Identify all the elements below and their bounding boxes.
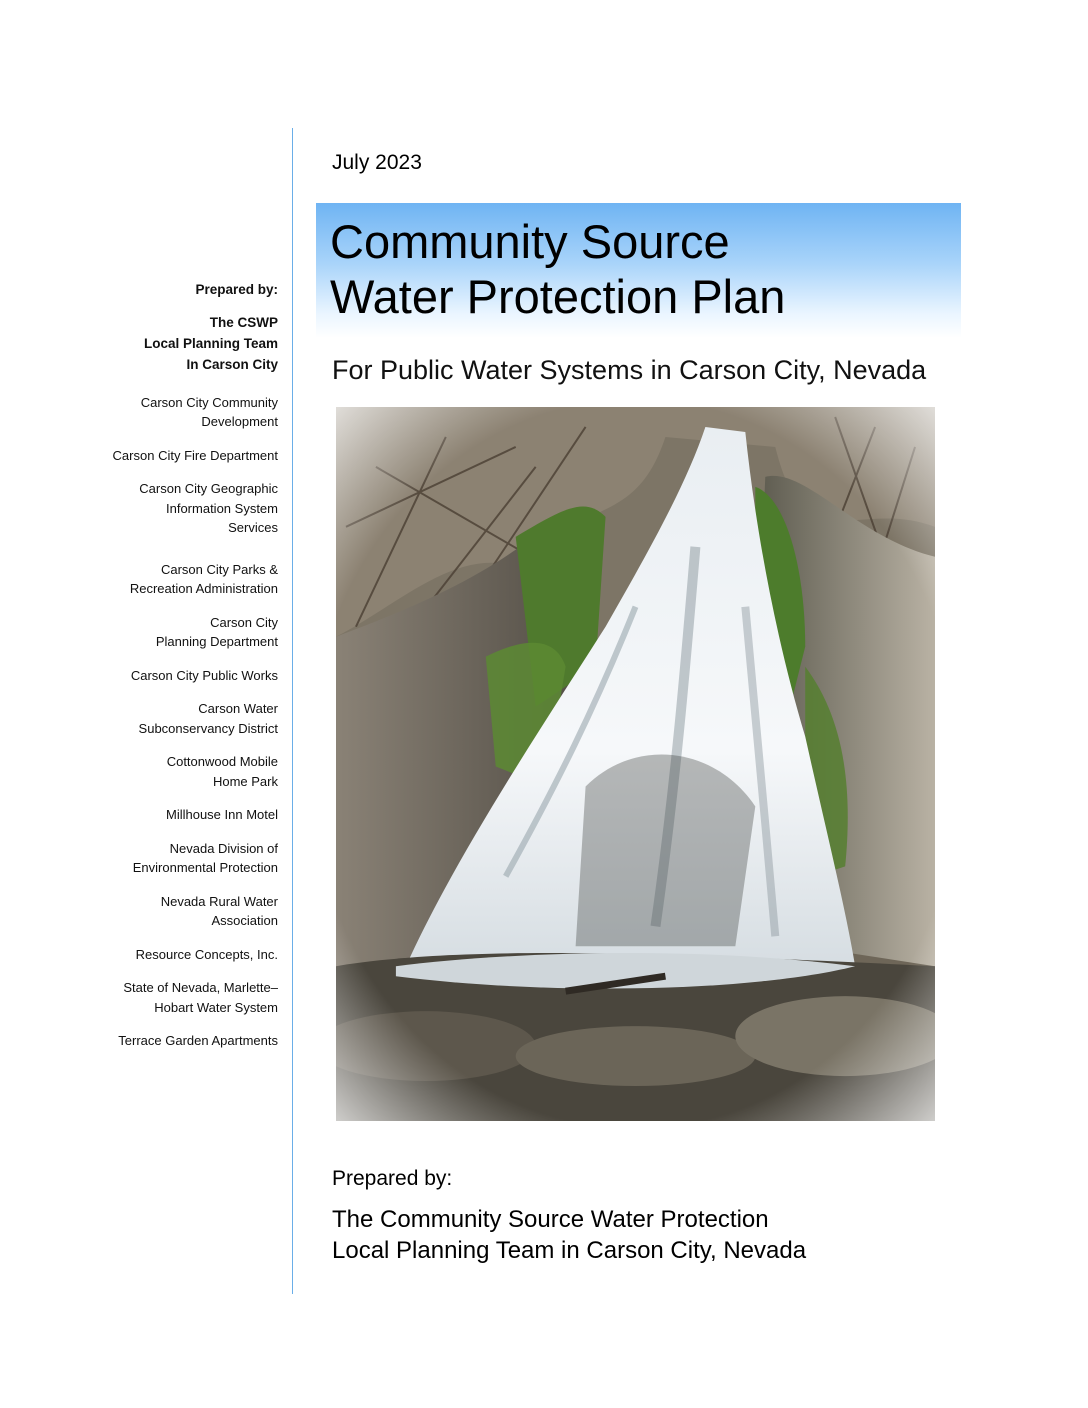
member-line: Planning Department <box>155 634 278 649</box>
member-line: Terrace Garden Apartments <box>118 1033 278 1048</box>
vertical-divider <box>292 128 293 1294</box>
team-line: Local Planning Team <box>143 335 278 351</box>
prepared-by-team <box>332 1204 806 1266</box>
member-line: Nevada Division of <box>169 840 278 856</box>
member-line: Carson City Parks & <box>160 561 278 577</box>
member-line: Recreation Administration <box>129 581 278 596</box>
member-line: Carson City Geographic <box>139 481 278 496</box>
member-line: Resource Concepts, Inc. <box>135 946 278 962</box>
cover-photo-waterfall <box>336 407 935 1121</box>
document-title <box>330 214 785 324</box>
team-line: The CSWP <box>209 314 278 330</box>
member-item <box>80 479 278 538</box>
member-line: Home Park <box>212 773 278 789</box>
member-line: Information System <box>166 500 278 516</box>
member-item <box>80 446 278 466</box>
member-line: Subconservancy District <box>138 720 278 736</box>
member-item <box>80 1031 278 1051</box>
member-item <box>80 752 278 791</box>
member-item <box>80 805 278 825</box>
member-item <box>80 839 278 878</box>
member-line: Environmental Protection <box>132 860 278 875</box>
member-line: Carson City Community <box>140 394 278 410</box>
member-item <box>80 666 278 686</box>
team-line: In Carson City <box>186 356 278 372</box>
document-subtitle: For Public Water Systems in Carson City, Nevada <box>332 355 927 385</box>
member-line: Carson City <box>210 614 278 630</box>
member-line: Development <box>201 414 278 429</box>
member-line: Carson City Fire Department <box>112 447 278 463</box>
title-line: Community Source <box>330 215 730 268</box>
member-item <box>80 945 278 965</box>
member-list <box>80 393 278 1051</box>
member-line: Carson City Public Works <box>130 667 278 683</box>
prepared-by-label: Prepared by: <box>332 1167 453 1190</box>
member-line: Cottonwood Mobile <box>166 754 278 769</box>
member-line: State of Nevada, Marlette– <box>123 980 278 995</box>
member-line: Millhouse Inn Motel <box>166 807 278 822</box>
member-line: Carson Water <box>198 701 278 716</box>
prepared-by-line: Local Planning Team in Carson City, Nevada <box>332 1237 807 1264</box>
title-line: Water Protection Plan <box>330 270 786 323</box>
member-item <box>80 978 278 1017</box>
member-item <box>80 393 278 432</box>
sidebar-team-name <box>80 312 278 375</box>
member-item <box>80 699 278 738</box>
publication-date: July 2023 <box>332 151 422 174</box>
member-line: Association <box>211 913 278 928</box>
member-line: Nevada Rural Water <box>160 893 278 909</box>
member-line: Services <box>228 520 278 535</box>
prepared-by-line: The Community Source Water Protection <box>332 1206 769 1233</box>
sidebar-organizations <box>80 280 278 1065</box>
member-line: Hobart Water System <box>154 999 278 1015</box>
sidebar-prepared-by-label: Prepared by: <box>195 282 278 297</box>
member-item <box>80 892 278 931</box>
member-item <box>80 560 278 599</box>
member-item <box>80 613 278 652</box>
